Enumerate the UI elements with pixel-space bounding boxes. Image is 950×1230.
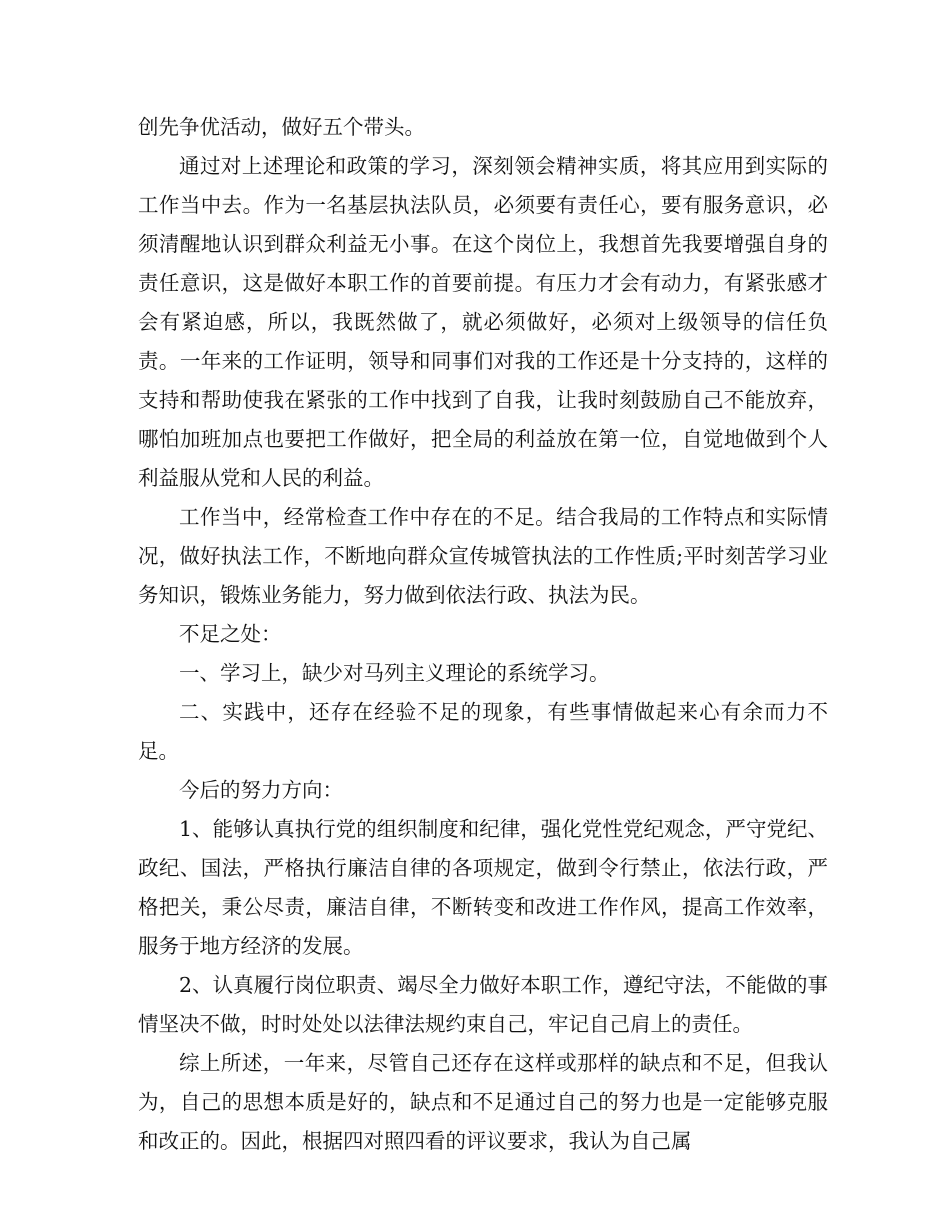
paragraph-4: 不足之处： [179, 622, 282, 646]
paragraph-2: 通过对上述理论和政策的学习，深刻领会精神实质，将其应用到实际的工作当中去。作为一名基层执法队员，必须要有责任心，要有服务意识，必须清醒地认识到群众利益无小事。在这个岗位上，我想首先我要增强自身的责任意识，这是做好本职工作的首要前提。有压力才会有动力，有紧张感才会有紧迫感，所以，我既然做了，就必须做好，必须对上级领导的信任负责。一年来的工作证明，领导和同事们对我的工作还是十分支持的，这样的支持和帮助使我在紧张的工作中找到了自我，让我时刻鼓励自己不能放弃，哪怕加班加点也要把工作做好，把全局的利益放在第一位，自觉地做到个人利益服从党和人民的利益。 [138, 154, 828, 490]
paragraph-3: 工作当中，经常检查工作中存在的不足。结合我局的工作特点和实际情况，做好执法工作，不断地向群众宣传城管执法的工作性质;平时刻苦学习业务知识，锻炼业务能力，努力做到依法行政、执法为民。 [138, 505, 828, 607]
paragraph-10: 综上所述，一年来，尽管自己还存在这样或那样的缺点和不足，但我认为，自己的思想本质是好的，缺点和不足通过自己的努力也是一定能够克服和改正的。因此，根据四对照四看的评议要求，我认为自己属 [138, 1051, 828, 1153]
document-body [138, 108, 828, 1161]
paragraph-5: 一、学习上，缺少对马列主义理论的系统学习。 [179, 661, 610, 685]
paragraph-1: 创先争优活动，做好五个带头。 [138, 115, 425, 139]
paragraph-6: 二、实践中，还存在经验不足的现象，有些事情做起来心有余而力不足。 [138, 700, 828, 763]
paragraph-7: 今后的努力方向： [179, 778, 343, 802]
paragraph-8: 1、能够认真执行党的组织制度和纪律，强化党性党纪观念，严守党纪、政纪、国法，严格执行廉洁自律的各项规定，做到令行禁止，依法行政，严格把关，秉公尽责，廉洁自律，不断转变和改进工作作风，提高工作效率，服务于地方经济的发展。 [138, 817, 828, 958]
paragraph-9: 2、认真履行岗位职责、竭尽全力做好本职工作，遵纪守法，不能做的事情坚决不做，时时处处以法律法规约束自己，牢记自己肩上的责任。 [138, 973, 828, 1036]
